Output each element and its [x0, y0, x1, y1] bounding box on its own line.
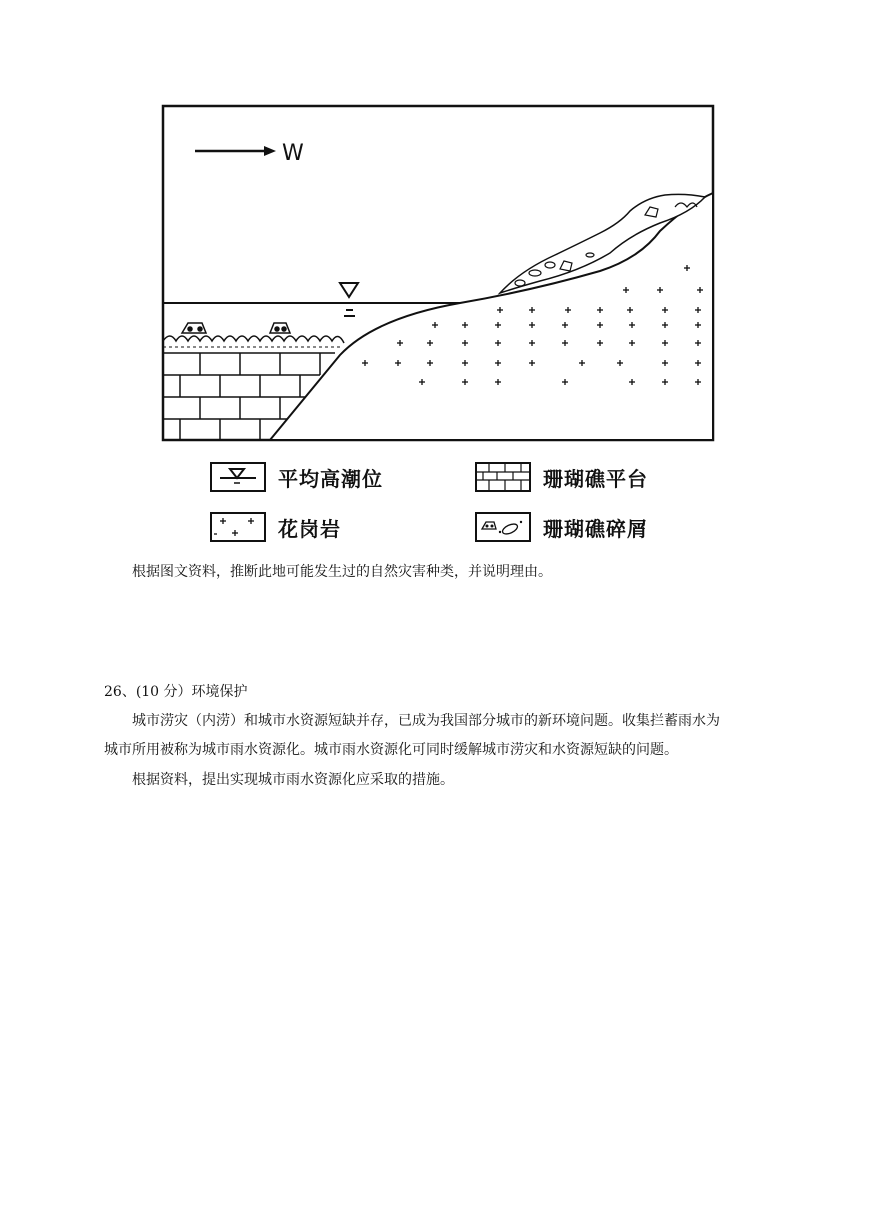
- coral-debris-legend-icon: [475, 512, 531, 542]
- cross-section-svg: [160, 103, 716, 443]
- q25-prompt: 根据图文资料，推断此地可能发生过的自然灾害种类，并说明理由。: [132, 564, 552, 580]
- granite-legend-icon: [210, 512, 266, 542]
- q26-paragraph-line-2: 城市所用被称为城市雨水资源化。城市雨水资源化可同时缓解城市涝灾和水资源短缺的问题。: [104, 742, 678, 758]
- figure-legend: [210, 460, 690, 550]
- legend-item-mean-high-tide: [210, 460, 383, 494]
- legend-item-granite: [210, 510, 341, 544]
- cross-section-figure: [160, 103, 716, 443]
- q26-prompt: 根据资料，提出实现城市雨水资源化应采取的措施。: [132, 772, 454, 788]
- direction-label: W: [282, 141, 304, 166]
- q26-paragraph-line-1: 城市涝灾（内涝）和城市水资源短缺并存，已成为我国部分城市的新环境问题。收集拦蓄雨水为: [132, 713, 720, 729]
- tide-legend-icon: [210, 462, 266, 492]
- reef-platform-legend-icon: [475, 462, 531, 492]
- legend-label: 珊瑚礁平台: [543, 466, 648, 491]
- legend-item-coral-reef-platform: [475, 460, 648, 494]
- legend-label: 珊瑚礁碎屑: [543, 516, 648, 541]
- legend-item-coral-debris: [475, 510, 648, 544]
- q26-heading: 26、(10 分）环境保护: [104, 684, 248, 700]
- legend-label: 平均高潮位: [278, 466, 383, 491]
- legend-label: 花岗岩: [278, 516, 341, 541]
